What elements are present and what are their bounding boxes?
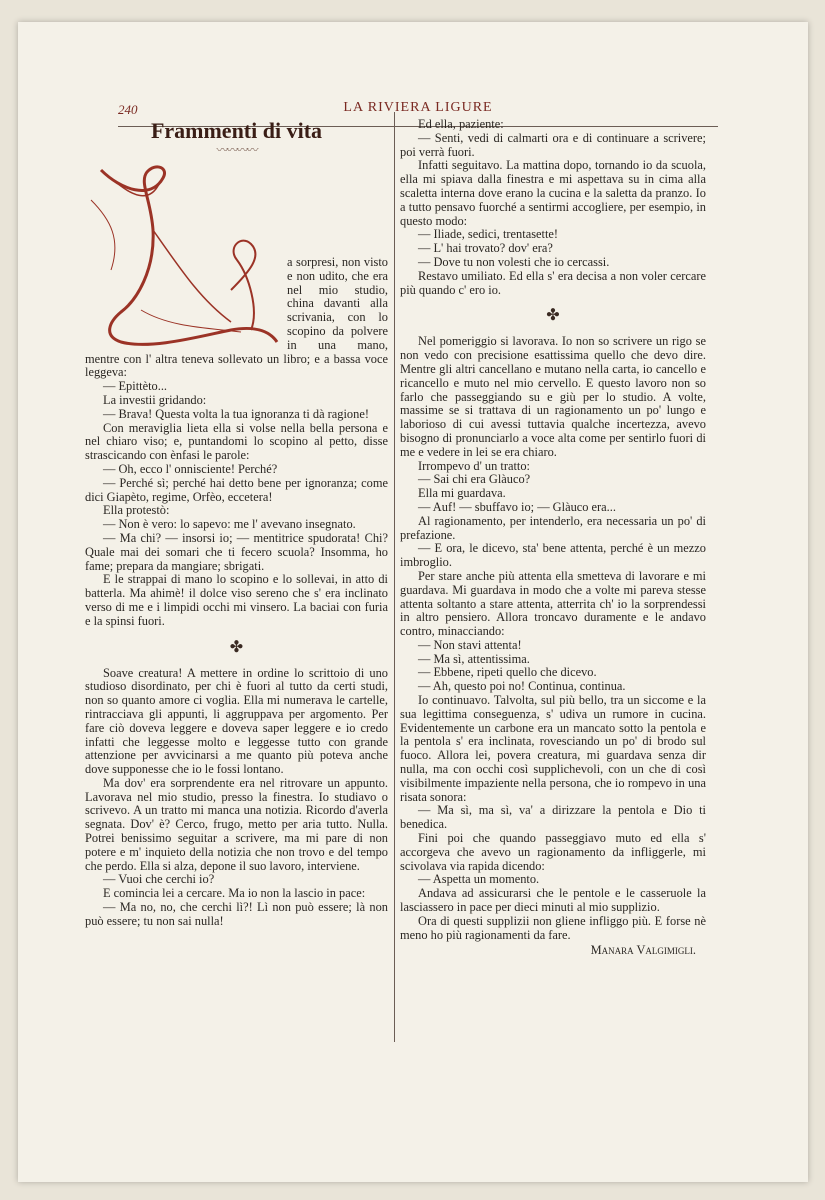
paragraph: Per stare anche più attenta ella smetteva di lavorare e mi guardava. Mi guardava in modo che a volte mi pareva stesse attenta soltanto a stare attenta, atterrita ch' io la sorprendessi in altro pensiero. Allora troncavo duramente e le andavo contro, minacciando: <box>400 568 706 639</box>
paragraph: Infatti seguitavo. La mattina dopo, tornando io da scuola, ella mi spiava dalla finestra e mi aspettava su in cima alla scaletta interna dove erano la cucina e la saletta da pranzo. Io a tutto pensavo fuorché a sentirmi accogliere, per esempio, in questo modo: <box>400 158 706 228</box>
closing-paragraph: Ora di questi supplizii non gliene infliggo più. E forse nè meno ho più ragionamenti da fare. <box>400 913 706 942</box>
paragraph: — Ma no, no, che cerchi lì?! Lì non può essere; là non può essere; tu non sai nulla! <box>85 900 388 928</box>
paragraph: — L' hai trovato? dov' era? <box>418 241 553 256</box>
paragraph: — Vuoi che cerchi io? <box>103 872 215 887</box>
paragraph: Ella mi guardava. <box>418 486 506 501</box>
article-title: Frammenti di vita <box>150 118 323 143</box>
paragraph: a sorpresi, non visto e non udito, che era nel mio studio, china davanti alla scrivania, con lo scopino da polvere in una mano, mentre con l' altra teneva sollevato un libro; e a bassa voce leggeva: <box>85 255 388 380</box>
paragraph: Ed ella, paziente: <box>418 117 504 131</box>
paragraph: Soave creatura! A mettere in ordine lo scrittoio di uno studioso disordinato, per chi è fuori al tutto da certi studi, non so quanto amore ci voglia. Ella mi numerava le cartelle, rintracciava gli appunti, li aggruppava per argomento. Per fare ciò doveva leggere e doveva saper leggere e io credo infatti che leggesse molto e leggesse tutto con grande attenzione per avvicinarsi a me quanto più poteva anche dove supponesse che io le fossi lontano. <box>85 665 388 777</box>
dropcap-l-ornament <box>81 160 281 350</box>
paragraph: E le strappai di mano lo scopino e lo sollevai, in atto di batterla. Ma ahimè! il dolce viso sereno che s' era inclinato verso di me e i limpidi occhi mi vinsero. La baciai con furia e la spinsi fuori. <box>85 572 388 628</box>
paragraph: Nel pomeriggio si lavorava. Io non so scrivere un rigo se non vedo con precisione esattissima quello che devo dire. Mentre gli altri cancellano e mutano nella carta, io cancello e ricancello e muto nel mio cervello. E questo lavoro non so farlo che passeggiando su e giù per lo studio. A volte, massime se si trattava di un ragionamento un po' lungo e laborioso di cui avessi tuttavia qualche incertezza, avevo bisogno di pronunciarlo a voce alta come per sentirlo fuori di me e vedere in lei se era chiaro. <box>400 334 706 459</box>
paragraph: — Auf! — sbuffavo io; — Glàuco era... <box>418 499 616 514</box>
paragraph: — Ebbene, ripeti quello che dicevo. <box>418 665 597 680</box>
paragraph: — Brava! Questa volta la tua ignoranza ti dà ragione! <box>103 406 369 421</box>
paragraph: — Ma sì, ma sì, va' a dirizzare la pentola e Dio ti benedica. <box>400 803 706 832</box>
column-divider <box>394 112 395 1042</box>
title-ornament: 〰〰〰〰 <box>216 143 257 157</box>
paragraph: — Iliade, sedici, trentasette! <box>418 227 559 242</box>
paragraph: La investii gridando: <box>103 392 207 407</box>
paragraph: Fini poi che quando passeggiavo muto ed ella s' accorgeva che avevo un ragionamento da infliggerle, mi scivolava via rapida dicendo: <box>400 831 706 873</box>
section-separator: ✤ <box>546 307 560 325</box>
paragraph: E comincia lei a cercare. Ma io non la lascio in pace: <box>103 886 366 901</box>
paragraph: Con meraviglia lieta ella si volse nella bella persona e nel chiaro viso; e, puntandomi lo scopino al petto, disse strascicando con ènfasi le parole: <box>85 420 388 463</box>
paragraph: — Senti, vedi di calmarti ora e di continuare a scrivere; poi verrà fuori. <box>400 130 706 159</box>
paragraph: Io continuavo. Talvolta, sul più bello, tra un siccome e la sua legittima conseguenza, s' udiva un rumore in cucina. Evidentemente un carbone era un mancato sotto la pentola e la pentola s' era inclinata, rovesciando un po' di brodo sul fuoco. Allora lei, povera creatura, mi guardava senza dir nulla, ma con occhi così supplichevoli, con un che di così visibilmente impaziente nella persona, che io rompevo in una risata sonora: <box>400 693 706 804</box>
paragraph: Al ragionamento, per intenderlo, era necessaria un po' di prefazione. <box>400 513 706 542</box>
paragraph: — Non è vero: lo sapevo: me l' avevano insegnato. <box>103 517 356 532</box>
paragraph: — Ah, questo poi no! Continua, continua. <box>418 679 626 694</box>
paragraph: — Epittèto... <box>103 379 168 394</box>
paragraph: Irrompevo d' un tratto: <box>418 458 530 473</box>
paragraph: — Ma chi? — insorsi io; — mentitrice spudorata! Chi? Quale mai dei somari che ti fecero scuola? Insomma, ho fame; prepara da mangiare; sbrigati. <box>85 530 388 573</box>
left-column <box>85 118 388 929</box>
paragraph: Restavo umiliato. Ed ella s' era decisa a non voler cercare più quando c' ero io. <box>400 268 706 297</box>
right-column <box>400 118 706 958</box>
author-signature: Manara Valgimigli. <box>590 943 696 958</box>
page-number: 240 <box>118 102 138 117</box>
paragraph: Andava ad assicurarsi che le pentole e le casseruole la lasciassero in pace per dieci minuti al mio supplizio. <box>400 886 706 915</box>
paragraph: — Non stavi attenta! <box>418 637 522 652</box>
running-title: LA RIVIERA LIGURE <box>343 100 493 115</box>
paragraph: — Ma sì, attentissima. <box>418 651 530 666</box>
paragraph: — Perché sì; perché hai detto bene per ignoranza; come dici Giapèto, regime, Orfèo, eccetera! <box>85 475 388 504</box>
paragraph: — Aspetta un momento. <box>418 872 540 887</box>
paragraph: Ella protestò: <box>103 503 170 518</box>
paragraph: — Sai chi era Glàuco? <box>418 472 531 487</box>
paragraph: — Oh, ecco l' onnisciente! Perché? <box>103 461 278 476</box>
paragraph: Ma dov' era sorprendente era nel ritrovare un appunto. Lavorava nel mio studio, presso la finestra. Io studiavo o scrivevo. A un tratto mi manca una notizia. Ricordo d'averla segnata. Dov' è? Cerco, frugo, metto per aria tutto. Nulla. Potrei benissimo seguitar a scrivere, ma mi pare di non potere e m' inquieto della notizia che non trovo e del tempo che perdo. Ella si alza, depone il suo lavoro, interviene. <box>85 775 388 873</box>
paragraph: — Dove tu non volesti che io cercassi. <box>418 254 610 269</box>
page-header <box>118 82 718 122</box>
section-separator: ✤ <box>229 638 244 656</box>
paragraph: — E ora, le dicevo, sta' bene attenta, perché è un mezzo imbroglio. <box>400 541 706 570</box>
